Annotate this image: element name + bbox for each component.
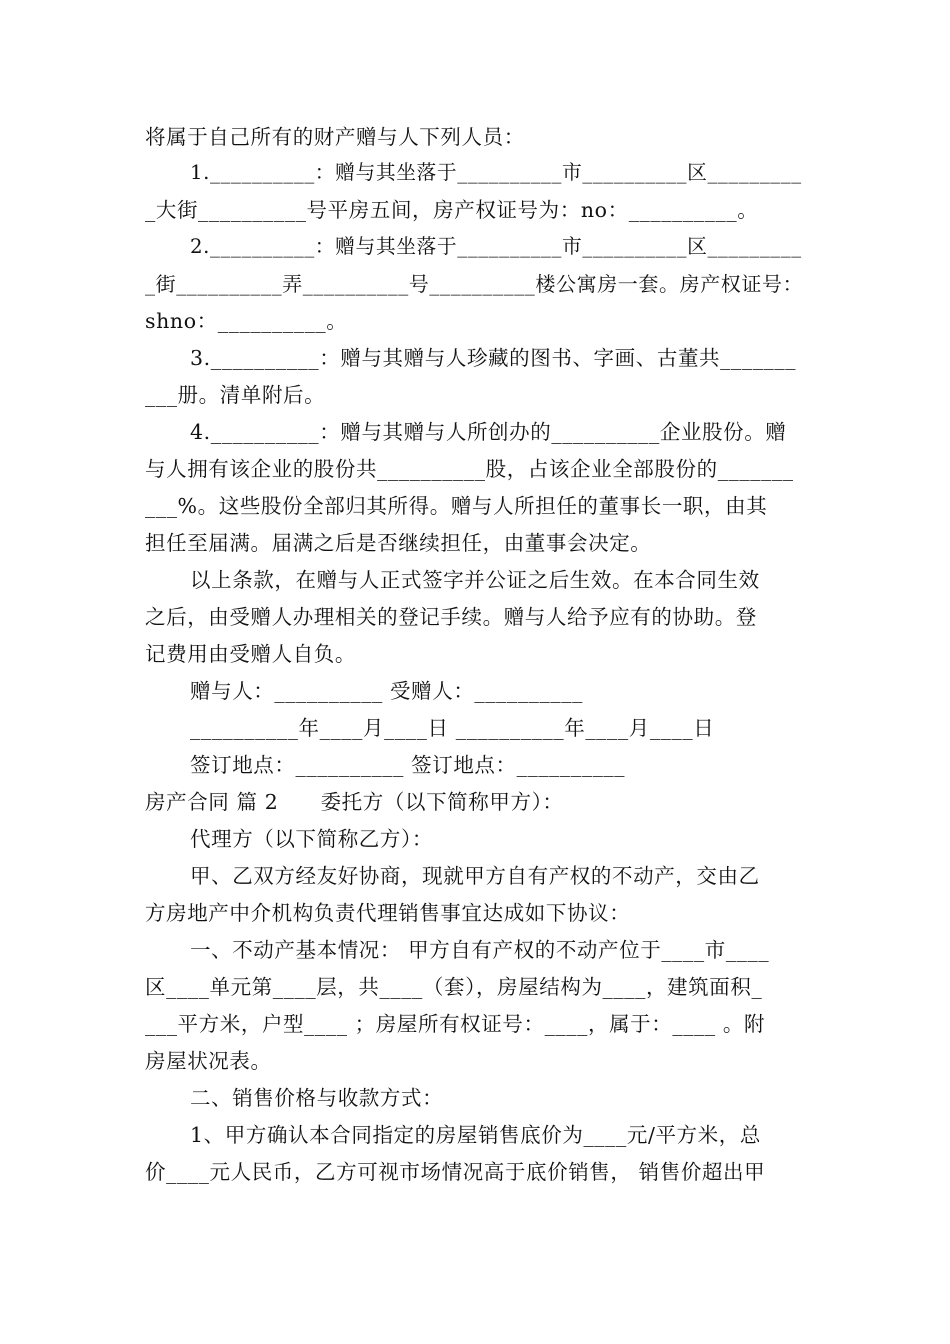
text-line: 价____元人民币，乙方可视市场情况高于底价销售， 销售价超出甲 xyxy=(145,1160,766,1184)
text-line: 方房地产中介机构负责代理销售事宜达成如下协议： xyxy=(145,901,631,925)
text-line: 3.__________：赠与其赠与人珍藏的图书、字画、古董共_______ xyxy=(190,346,797,370)
section-heading: 房产合同 篇 2 委托方（以下简称甲方）： xyxy=(145,790,564,814)
text-line: 以上条款，在赠与人正式签字并公证之后生效。在本合同生效 xyxy=(190,568,760,592)
text-line: 之后，由受赠人办理相关的登记手续。赠与人给予应有的协助。登 xyxy=(145,605,757,629)
text-line: 区____单元第____层，共____（套），房屋结构为____，建筑面积_ xyxy=(145,975,763,999)
text-line: 与人拥有该企业的股份共__________股，占该企业全部股份的_______ xyxy=(145,457,794,481)
text-line: 2.__________：赠与其坐落于__________市__________区_________ xyxy=(190,235,802,258)
text-line: 房屋状况表。 xyxy=(145,1049,272,1073)
text-line: 代理方（以下简称乙方）： xyxy=(190,827,433,851)
text-line: ___册。清单附后。 xyxy=(145,383,326,407)
text-line: 担任至届满。届满之后是否继续担任，由董事会决定。 xyxy=(145,531,652,555)
text-line: 甲、乙双方经友好协商，现就甲方自有产权的不动产，交由乙 xyxy=(190,864,760,888)
signature-line: 赠与人：__________ 受赠人：__________ xyxy=(190,679,583,703)
text-line: 记费用由受赠人自负。 xyxy=(145,642,356,666)
text-line: 1.__________：赠与其坐落于__________市__________区_________ xyxy=(190,161,802,184)
text-line: _街__________弄__________号__________楼公寓房一套。房产权证号： xyxy=(145,272,804,296)
text-line: ___%。这些股份全部归其所得。赠与人所担任的董事长一职，由其 xyxy=(145,494,768,518)
text-line: _大街__________号平房五间，房产权证号为：no：__________。 xyxy=(145,198,759,222)
text-line: 二、销售价格与收款方式： xyxy=(190,1086,444,1110)
text-line: 一、不动产基本情况： 甲方自有产权的不动产位于____市____ xyxy=(190,938,770,962)
text-line: 1、甲方确认本合同指定的房屋销售底价为____元/平方米，总 xyxy=(190,1123,761,1147)
signing-place-line: 签订地点：__________ 签订地点：__________ xyxy=(190,753,626,777)
text-line: 4.__________：赠与其赠与人所创办的__________企业股份。赠 xyxy=(190,420,787,444)
text-line: shno：__________。 xyxy=(145,309,348,333)
text-line: 将属于自己所有的财产赠与人下列人员： xyxy=(145,125,525,149)
date-line: __________年____月____日 __________年____月____日 xyxy=(190,716,715,740)
text-line: ___平方米，户型____ ；房屋所有权证号：____，属于：____ 。附 xyxy=(145,1012,766,1036)
